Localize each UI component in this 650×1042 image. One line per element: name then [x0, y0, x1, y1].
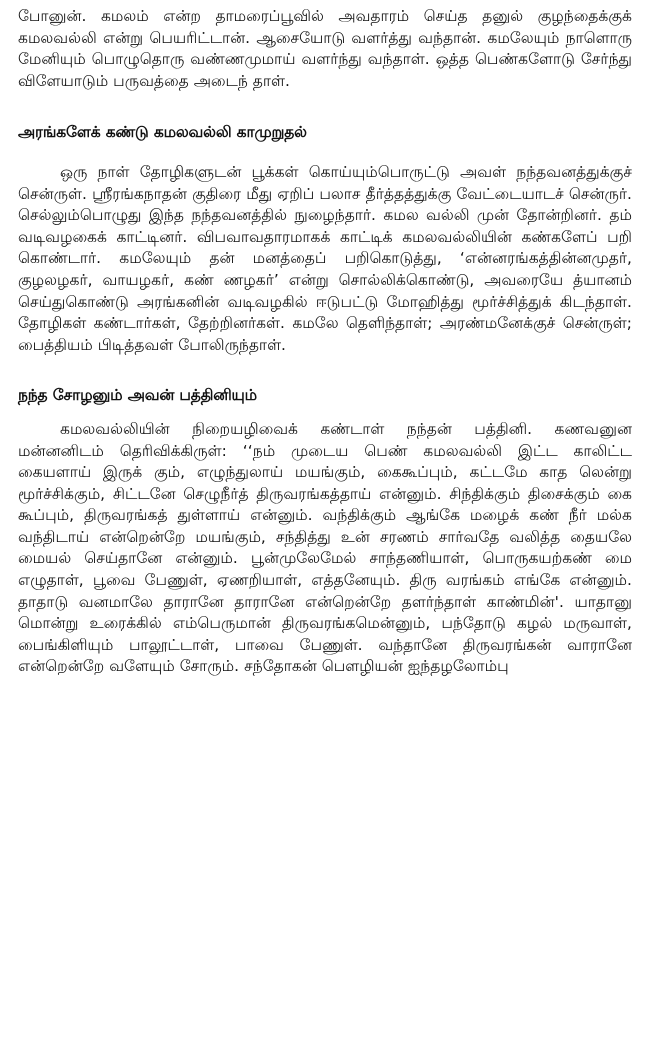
intro-paragraph: போனுன். கமலம் என்ற தாமரைப்பூவில் அவதாரம் செய்த தனுல் குழந்தைக்குக் கமலவல்லி என்று பெயரிட்டான். ஆசையோடு வளர்த்து வந்தான். கமலேயும் நாளொரு மேனியும் பொழுதொரு வண்ணமுமாய் வளர்ந்து வந்தாள். ஒத்த பெண்களோடு சேர்ந்து விளேயாடும் பருவத்தை அடைந் தாள்.	[18, 7, 632, 90]
section-paragraph: ஒரு நாள் தோழிகளுடன் பூக்கள் கொய்யும்பொருட்டு அவள் நந்தவனத்துக்குச் சென்ருள். ஸ்ரீரங்கநாதன் குதிரை மீது ஏறிப் பலாச தீர்த்தத்துக்கு வேட்டையாடச் சென்ருர். செல்லும்பொழுது இந்த நந்தவனத்தில் நுழைந்தார். கமல வல்லி முன் தோன்றினர். தம் வடிவழகைக் காட்டினர். விபவாவதாரமாகக் காட்டிக் கமலவல்லியின் கண்களேப் பறி கொண்டார். கமலேயும் தன் மனத்தைப் பறிகொடுத்து, ‘என்னரங்கத்தின்னமுதர், குழலழகர், வாயழகர், கண் ணழகர்’ என்று சொல்லிக்கொண்டு, அவரையே த்யானம் செய்துகொண்டு அரங்கனின் வடிவழகில் ஈடுபட்டு மோஹித்து மூர்ச்சித்துக் கிடந்தாள். தோழிகள் கண்டார்கள், தேற்றினர்கள். கமலே தெளிந்தாள்; அரண்மனேக்குச் சென்ருள்; பைத்தியம் பிடித்தவள் போலிருந்தாள்.	[18, 162, 632, 354]
section-heading: அரங்களேக் கண்டு கமலவல்லி காமுறுதல்	[18, 123, 307, 142]
section-heading: நந்த சோழனும் அவன் பத்தினியும்	[18, 386, 257, 405]
section-kamalavalli	[18, 122, 632, 356]
section-paragraph: கமலவல்லியின் நிறையழிவைக் கண்டாள் நந்தன் பத்தினி. கணவனுன மன்னனிடம் தெரிவிக்கிருள்: ‘‘நம் முடைய பெண் கமலவல்லி இட்ட காலிட்ட கையளாய் இருக் கும், எழுந்துலாய் மயங்கும், கைகூப்பும், கட்டமே காத லென்று மூர்ச்சிக்கும், சிட்டனே செழுநீர்த் திருவரங்கத்தாய் என்னும். சிந்திக்கும் திசைக்கும் கை கூப்பும், திருவரங்கத் துள்ளாய் என்னும். வந்திக்கும் ஆங்கே மழைக் கண் நீர் மல்க வந்திடாய் என்றென்றே மயங்கும், சந்தித்து உன் சரணம் சார்வதே வலித்த தையலே மையல் செய்தானே என்னும். பூன்முலேமேல் சாந்தணியாள், பொருகயற்கண் மை எழுதாள், பூவை பேணுள், ஏணறியாள், எத்தனேயும். திரு வரங்கம் எங்கே என்னும். தாதாடு வனமாலே தாரானே தாரானே என்றென்றே தளர்ந்தாள் காண்மின்'. யாதானு மொன்று உரைக்கில் எம்பெருமான் திருவரங்கமென்னும், பந்தோடு கழல் மருவாள், பைங்கிளியும் பாலூட்டாள், பாவை பேணுள். வந்தானே திருவரங்கன் வாரானே என்றென்றே வளேயும் சோரும். சந்தோகன் பௌழியன் ஐந்தழலோம்பு	[18, 419, 632, 676]
section-nanda-chola	[18, 385, 632, 678]
